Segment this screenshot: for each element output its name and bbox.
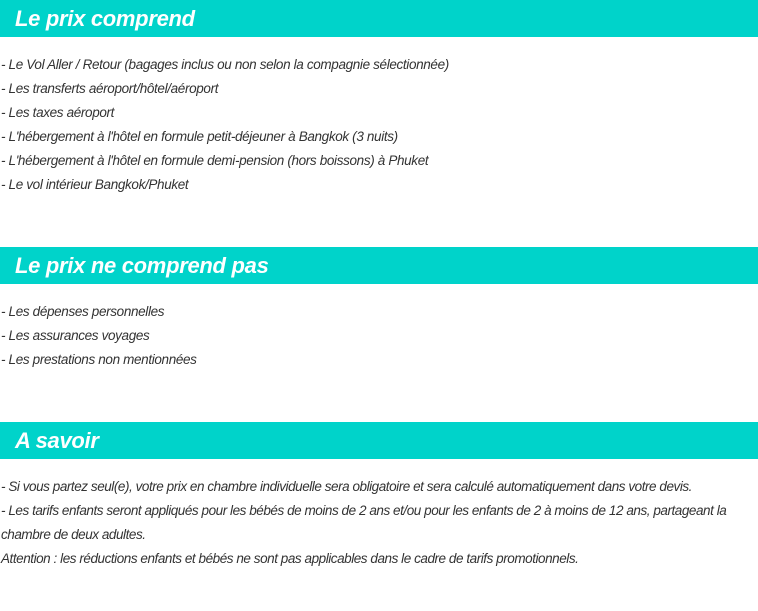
section-title: Le prix comprend	[15, 6, 195, 31]
list-item: - L'hébergement à l'hôtel en formule demi-pension (hors boissons) à Phuket	[1, 153, 429, 168]
good-to-know-text	[1, 475, 757, 571]
info-paragraph: Attention : les réductions enfants et bébés ne sont pas applicables dans le cadre de tarifs promotionnels.	[1, 551, 579, 566]
list-item: - Les prestations non mentionnées	[1, 352, 197, 367]
list-item: - L'hébergement à l'hôtel en formule petit-déjeuner à Bangkok (3 nuits)	[1, 129, 398, 144]
list-item: - Les dépenses personnelles	[1, 304, 165, 319]
section-header-included	[0, 0, 758, 37]
included-list	[1, 53, 757, 197]
section-title: A savoir	[15, 428, 99, 453]
section-header-not-included	[0, 247, 758, 284]
section-title: Le prix ne comprend pas	[15, 253, 269, 278]
list-item: - Les transferts aéroport/hôtel/aéroport	[1, 81, 219, 96]
list-item: - Le Vol Aller / Retour (bagages inclus ou non selon la compagnie sélectionnée)	[1, 57, 449, 72]
list-item: - Le vol intérieur Bangkok/Phuket	[1, 177, 189, 192]
info-paragraph: - Si vous partez seul(e), votre prix en chambre individuelle sera obligatoire et sera calculé automatiquement dans votre devis.	[1, 479, 692, 494]
not-included-list	[1, 300, 757, 372]
section-header-good-to-know	[0, 422, 758, 459]
list-item: - Les taxes aéroport	[1, 105, 115, 120]
list-item: - Les assurances voyages	[1, 328, 150, 343]
info-paragraph: - Les tarifs enfants seront appliqués pour les bébés de moins de 2 ans et/ou pour les enfants de 2 à moins de 12 ans, partageant la chambre de deux adultes.	[1, 503, 727, 542]
